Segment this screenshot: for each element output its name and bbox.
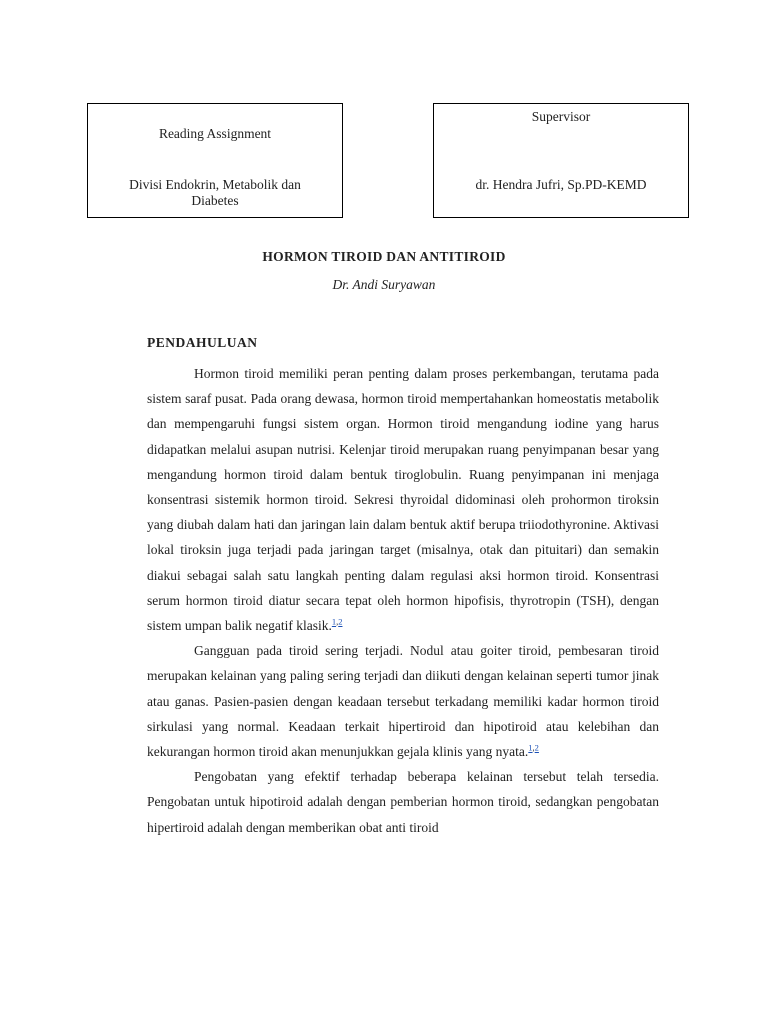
paragraph-3 [147, 764, 659, 840]
body-text [147, 361, 659, 840]
section-heading: PENDAHULUAN [147, 335, 258, 350]
document-author: Dr. Andi Suryawan [332, 277, 436, 292]
header-box-reading-assignment [87, 103, 343, 218]
paragraph-text: Gangguan pada tiroid sering terjadi. Nodul atau goiter tiroid, pembesaran tiroid merupakan kelainan yang paling sering terjadi dan diikuti dengan kelainan seperti tumor jinak atau ganas. Pasien-pasien dengan keadaan tersebut terkadang memiliki kadar hormon tiroid sirkulasi yang normal. Keadaan terkait hipertiroid dan hipotiroid atau kelebihan dan kekurangan hormon tiroid akan menunjukkan gejala klinis yang nyata. [147, 643, 659, 760]
division-label: Divisi Endokrin, Metabolik dan Diabetes [129, 177, 301, 208]
paragraph-2 [147, 638, 659, 764]
supervisor-name: dr. Hendra Jufri, Sp.PD-KEMD [475, 177, 647, 192]
citation-link-1[interactable]: 1 [331, 616, 337, 627]
paragraph-text: Pengobatan yang efektif terhadap beberapa kelainan tersebut telah tersedia. Pengobatan untuk hipotiroid adalah dengan pemberian hormon tiroid, sedangkan pengobatan hipertiroid adalah dengan memberikan obat anti tiroid [147, 769, 659, 835]
citation-link-1[interactable]: 1 [528, 742, 533, 753]
citation-separator: , [532, 742, 535, 753]
reading-assignment-label: Reading Assignment [158, 126, 272, 141]
citation-separator: , [336, 616, 339, 627]
citation-link-2[interactable]: 2 [338, 616, 343, 627]
paragraph-1 [147, 361, 659, 638]
document-title: HORMON TIROID DAN ANTITIROID [262, 249, 506, 264]
header-box-supervisor [433, 103, 689, 218]
supervisor-label: Supervisor [531, 109, 591, 124]
paragraph-text: Hormon tiroid memiliki peran penting dalam proses perkembangan, terutama pada sistem saraf pusat. Pada orang dewasa, hormon tiroid mempertahankan homeostatis metabolik dan mempengaruhi fungsi sistem organ. Hormon tiroid mengandung iodine yang harus didapatkan melalui asupan nutrisi. Kelenjar tiroid merupakan ruang penyimpanan besar yang mengandung hormon tiroid dalam bentuk tiroglobulin. Ruang penyimpanan ini menjaga konsentrasi sistemik hormon tiroid. Sekresi thyroidal didominasi oleh prohormon tiroksin yang diubah dalam hati dan jaringan lain dalam bentuk aktif berupa triiodothyronine. Aktivasi lokal tiroksin juga terjadi pada jaringan target (misalnya, otak dan pituitari) dan semakin diakui sebagai salah satu langkah penting dalam regulasi aksi hormon tiroid. Konsentrasi serum hormon tiroid diatur secara tepat oleh hormon hipofisis, thyrotropin (TSH), dengan sistem umpan balik negatif klasik. [147, 366, 659, 634]
citation-link-2[interactable]: 2 [534, 742, 539, 753]
